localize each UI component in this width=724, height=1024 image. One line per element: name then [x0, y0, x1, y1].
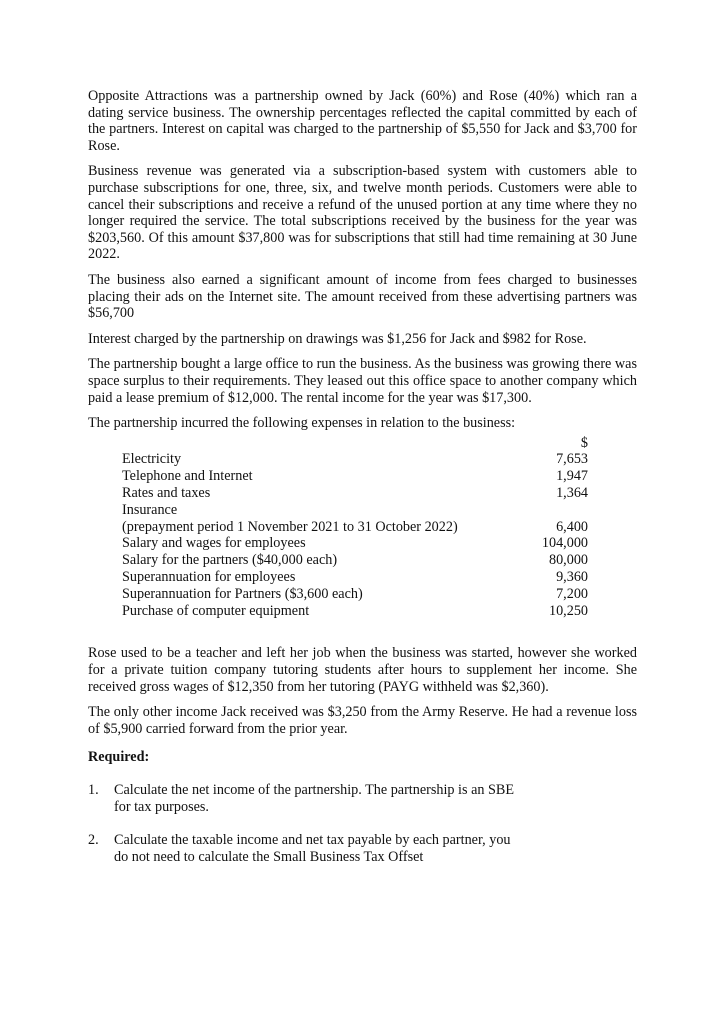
- paragraph-jack-income: The only other income Jack received was $3,250 from the Army Reserve. He had a revenue loss of $5,900 carried forward from the prior year.: [88, 704, 637, 737]
- expense-label: Insurance: [122, 501, 178, 518]
- expense-label: Salary for the partners ($40,000 each): [122, 552, 338, 569]
- required-item-text: Calculate the net income of the partnership. The partnership is an SBE for tax purposes.: [114, 782, 515, 816]
- expense-row: [122, 569, 588, 586]
- expense-row: [122, 468, 588, 485]
- expense-amount: 1,947: [556, 468, 588, 485]
- expenses-table: [122, 435, 588, 620]
- paragraph-expenses-intro: The partnership incurred the following expenses in relation to the business:: [88, 415, 516, 432]
- expense-row: [122, 535, 588, 552]
- expense-amount: 7,653: [556, 451, 588, 468]
- expense-label: Rates and taxes: [122, 485, 211, 502]
- document-page: [88, 88, 637, 882]
- required-heading: Required:: [88, 749, 150, 766]
- expense-row: [122, 586, 588, 603]
- expense-amount: 104,000: [541, 535, 588, 552]
- expense-amount: [528, 502, 588, 519]
- required-item-number: 1.: [88, 782, 99, 799]
- expense-label: Superannuation for Partners ($3,600 each): [122, 585, 363, 602]
- expense-label: Telephone and Internet: [122, 468, 253, 485]
- paragraph-advertising-income: The business also earned a significant amount of income from fees charged to businesses placing their ads on the Internet site. The amount received from these advertising partners was $56,700: [88, 271, 637, 322]
- expense-label: Purchase of computer equipment: [122, 602, 310, 619]
- paragraph-partnership-intro: Opposite Attractions was a partnership owned by Jack (60%) and Rose (40%) which ran a dating service business. The ownership percentages reflected the capital committed by each of the partners. Interest on capital was charged to the partnership of $5,550 for Jack and $3,700 for Rose.: [88, 88, 637, 154]
- expense-row: [122, 485, 588, 502]
- required-item-number: 2.: [88, 832, 99, 849]
- paragraph-interest-drawings: Interest charged by the partnership on drawings was $1,256 for Jack and $982 for Rose.: [88, 330, 587, 347]
- expense-row: [122, 502, 588, 519]
- paragraph-office-lease: The partnership bought a large office to run the business. As the business was growing there was space surplus to their requirements. They leased out this office space to another company which paid a lease premium of $12,000. The rental income for the year was $17,300.: [88, 356, 637, 406]
- expense-amount: 7,200: [556, 585, 588, 602]
- expenses-header-row: [122, 435, 588, 452]
- required-item-text: Calculate the taxable income and net tax payable by each partner, you do not need to calculate the Small Business Tax Offset: [114, 832, 511, 866]
- expense-row: [122, 451, 588, 468]
- expense-label: Electricity: [122, 451, 182, 468]
- required-item: [88, 782, 528, 816]
- expense-row: [122, 552, 588, 569]
- expense-row: [122, 603, 588, 620]
- partner-details: [88, 645, 637, 737]
- required-item: [88, 832, 528, 866]
- expense-label: (prepayment period 1 November 2021 to 31 October 2022): [122, 518, 458, 535]
- expense-label: Superannuation for employees: [122, 569, 296, 586]
- expense-label: Salary and wages for employees: [122, 535, 306, 552]
- expense-amount: 6,400: [556, 518, 588, 535]
- paragraph-subscription-revenue: Business revenue was generated via a subscription-based system with customers able to purchase subscriptions for one, three, six, and twelve month periods. Customers were able to cancel their subscriptions and receive a refund of the unused portion at any time where they no longer required the service. The total subscriptions received by the business for the year was $203,560. Of this amount $37,800 was for subscriptions that still had time remaining at 30 June 2022.: [88, 163, 637, 263]
- expense-amount: 1,364: [556, 485, 588, 502]
- expense-amount: 10,250: [548, 602, 588, 619]
- paragraph-rose-income: Rose used to be a teacher and left her job when the business was started, however she worked for a private tuition company tutoring students after hours to supplement her income. She received gross wages of $12,350 from her tutoring (PAYG withheld was $2,360).: [88, 645, 637, 695]
- expense-amount: 80,000: [548, 552, 588, 569]
- expense-amount: 9,360: [556, 569, 588, 586]
- expense-row: [122, 519, 588, 536]
- currency-header: $: [580, 434, 588, 451]
